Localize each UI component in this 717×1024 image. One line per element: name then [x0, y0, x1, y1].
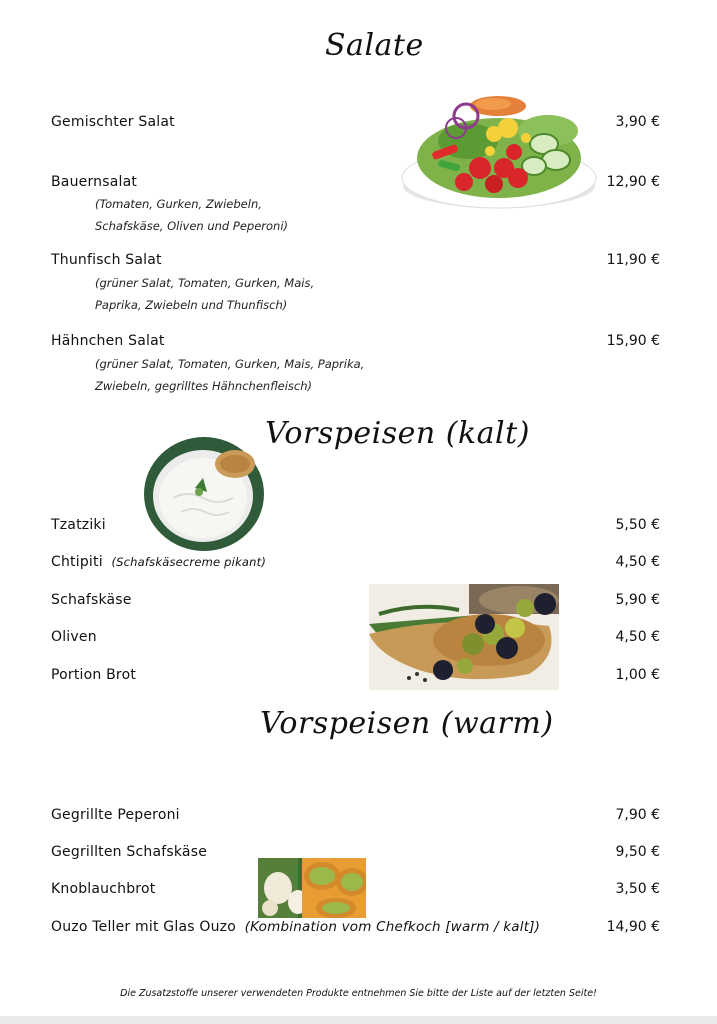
price-tzatziki: 5,50 €	[615, 517, 660, 533]
desc-line: (Tomaten, Gurken, Zwiebeln,	[95, 197, 262, 211]
desc-line: Paprika, Zwiebeln und Thunfisch)	[95, 298, 288, 312]
price-thunfisch-salat: 11,90 €	[606, 252, 660, 268]
menu-item-gemischter-salat: Gemischter Salat	[51, 114, 175, 130]
desc-line: (grüner Salat, Tomaten, Gurken, Mais, Paprika,	[95, 357, 365, 371]
price-portion-brot: 1,00 €	[615, 667, 660, 683]
section-title-salate: Salate	[325, 28, 424, 63]
desc-chtipiti: (Schafskäsecreme pikant)	[111, 555, 267, 569]
desc-bauernsalat	[95, 193, 288, 237]
price-oliven: 4,50 €	[615, 629, 660, 645]
price-haehnchen-salat: 15,90 €	[606, 333, 660, 349]
olives-photo	[369, 584, 559, 690]
page-bottom-strip	[0, 1016, 717, 1024]
menu-item-knoblauchbrot: Knoblauchbrot	[51, 881, 156, 897]
menu-item-haehnchen-salat: Hähnchen Salat	[51, 333, 165, 349]
price-gegrillte-peperoni: 7,90 €	[615, 807, 660, 823]
price-knoblauchbrot: 3,50 €	[615, 881, 660, 897]
menu-item-gegrillte-peperoni: Gegrillte Peperoni	[51, 807, 180, 823]
menu-item-ouzo-teller-name: Ouzo Teller mit Glas Ouzo	[51, 919, 236, 935]
desc-ouzo-teller: (Kombination vom Chefkoch [warm / kalt])	[244, 919, 541, 935]
price-gegrillten-schafskaese: 9,50 €	[615, 844, 660, 860]
tzatziki-photo	[143, 436, 265, 552]
section-title-vorspeisen-warm: Vorspeisen (warm)	[260, 706, 554, 741]
price-bauernsalat: 12,90 €	[606, 174, 660, 190]
menu-item-chtipiti-name: Chtipiti	[51, 554, 103, 570]
menu-item-portion-brot: Portion Brot	[51, 667, 137, 683]
section-title-vorspeisen-kalt: Vorspeisen (kalt)	[265, 416, 530, 451]
menu-item-tzatziki: Tzatziki	[51, 517, 106, 533]
salad-photo	[398, 86, 604, 220]
desc-line: Schafskäse, Oliven und Peperoni)	[95, 219, 289, 233]
menu-item-oliven: Oliven	[51, 629, 97, 645]
garlic-bread-photo	[258, 858, 366, 918]
desc-line: Zwiebeln, gegrilltes Hähnchenfleisch)	[95, 379, 312, 393]
menu-item-bauernsalat: Bauernsalat	[51, 174, 138, 190]
additives-footnote: Die Zusatzstoffe unserer verwendeten Produkte entnehmen Sie bitte der Liste auf der letzten Seite!	[120, 988, 597, 999]
menu-item-ouzo-teller	[51, 919, 540, 935]
menu-item-chtipiti	[51, 554, 266, 570]
price-ouzo-teller: 14,90 €	[606, 919, 660, 935]
menu-item-gegrillten-schafskaese: Gegrillten Schafskäse	[51, 844, 208, 860]
desc-thunfisch-salat	[95, 272, 314, 316]
menu-item-thunfisch-salat: Thunfisch Salat	[51, 252, 162, 268]
desc-line: (grüner Salat, Tomaten, Gurken, Mais,	[95, 276, 315, 290]
menu-item-schafskaese: Schafskäse	[51, 592, 132, 608]
price-schafskaese: 5,90 €	[615, 592, 660, 608]
price-gemischter-salat: 3,90 €	[615, 114, 660, 130]
desc-haehnchen-salat	[95, 353, 364, 397]
price-chtipiti: 4,50 €	[615, 554, 660, 570]
